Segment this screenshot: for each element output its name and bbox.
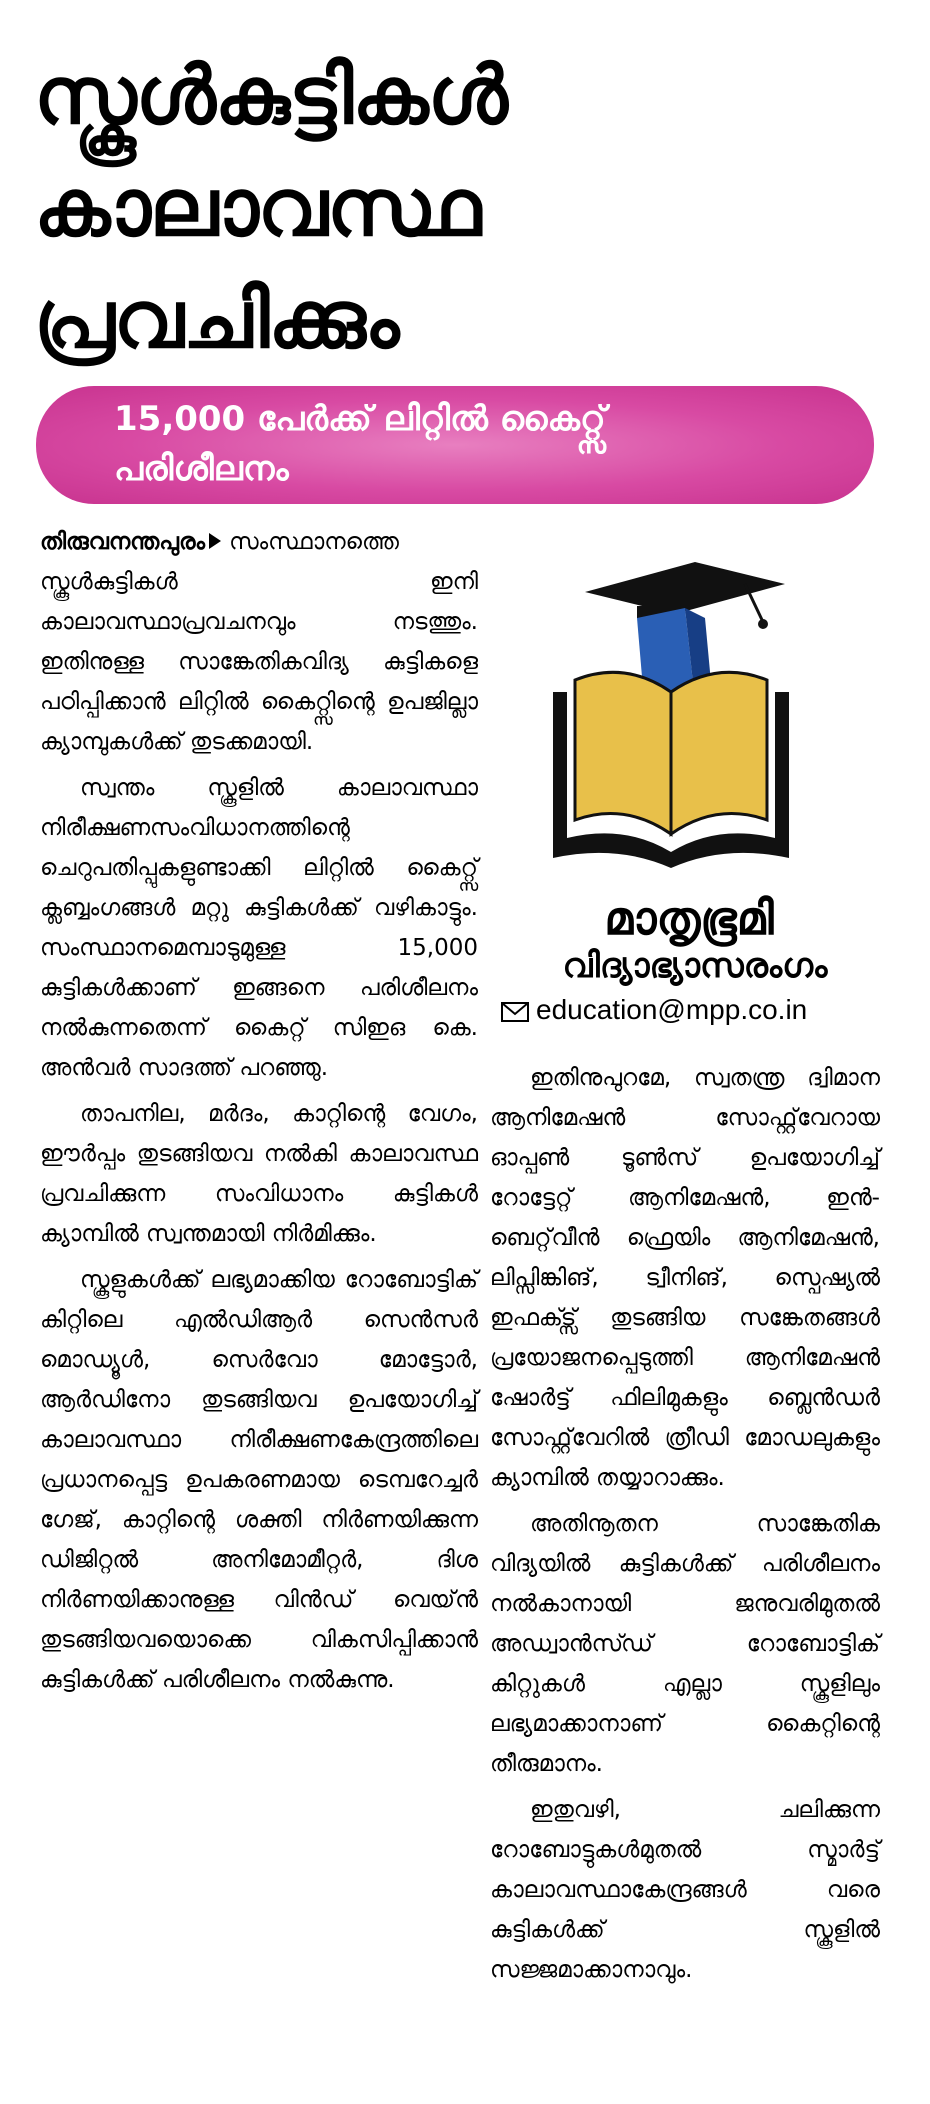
subheadline-line-2: പരിശീലനം xyxy=(114,449,289,489)
paragraph-5: ഇതിനുപുറമേ, സ്വതന്ത്ര ദ്വിമാന ആനിമേഷൻ സോഫ്റ്റ്‌വേറായ ഓപ്പൺ ടൂൺസ് ഉപയോഗിച്ച് റോട്ടേറ്റ് ആനിമേഷൻ, ഇൻ-ബെറ്റ്‌വീൻ ഫ്രെയിം ആനിമേഷൻ, ലിപ്സിങ്കിങ്, ട്വീനിങ്, സ്പെഷ്യൽ ഇഫക്ട്സ് തുടങ്ങിയ സങ്കേതങ്ങൾ പ്രയോജനപ്പെടുത്തി ആനിമേഷൻ ഷോർട്ട് ഫിലിമുകളും ബ്ലെൻഡർ സോഫ്റ്റ്‌വേറിൽ ത്രീഡി മോഡലുകളും ക്യാമ്പിൽ തയ്യാറാക്കും. xyxy=(490,1065,880,1491)
contact-email-row xyxy=(500,992,807,1028)
brand-name: മാതൃഭൂമി xyxy=(604,891,774,945)
paragraph-7: ഇതുവഴി, ചലിക്കുന്ന റോബോട്ടുകൾമുതൽ സ്മാർട്ട് കാലാവസ്ഥാകേന്ദ്രങ്ങൾ വരെ കുട്ടികൾക്ക് സ്കൂളിൽ സജ്ജമാക്കാനാവും. xyxy=(490,1797,880,1983)
dateline-arrow-icon xyxy=(209,533,221,549)
subheadline-strap xyxy=(36,386,874,504)
paragraph-1 xyxy=(40,522,478,762)
dateline: തിരുവനന്തപുരം xyxy=(40,529,206,555)
headline-line-3: പ്രവചിക്കും xyxy=(34,273,399,366)
paragraph-3: താപനില, മർദം, കാറ്റിന്റെ വേഗം, ഈർപ്പം തുടങ്ങിയവ നൽകി കാലാവസ്ഥ പ്രവചിക്കുന്ന സംവിധാനം കുട്ടികൾ ക്യാമ്പിൽ സ്വന്തമായി നിർമിക്കും. xyxy=(40,1101,478,1247)
paragraph-4: സ്കൂളുകൾക്ക് ലഭ്യമാക്കിയ റോബോട്ടിക് കിറ്റിലെ എൽഡിആർ സെൻസർ മൊഡ്യൂൾ, സെർവോ മോട്ടോർ, ആർഡിനോ തുടങ്ങിയവ ഉപയോഗിച്ച് കാലാവസ്ഥാ നിരീക്ഷണകേന്ദ്രത്തിലെ പ്രധാനപ്പെട്ട ഉപകരണമായ ടെമ്പറേച്ചർ ഗേജ്, കാറ്റിന്റെ ശക്തി നിർണയിക്കുന്ന ഡിജിറ്റൽ അനിമോമീറ്റർ, ദിശ നിർണയിക്കാനുള്ള വിൻഡ് വെയ്ൻ തുടങ്ങിയവയൊക്കെ വികസിപ്പിക്കാൻ കുട്ടികൾക്ക് പരിശീലനം നൽകുന്നു. xyxy=(40,1267,478,1693)
graduation-cap-book-icon xyxy=(545,562,845,882)
subheadline-line-1: 15,000 പേർക്ക് ലിറ്റിൽ കൈറ്റ്സ് xyxy=(114,399,606,439)
contact-email[interactable]: education@mpp.co.in xyxy=(536,994,808,1025)
article-column-right xyxy=(490,1058,880,1996)
envelope-icon xyxy=(500,1001,530,1023)
headline xyxy=(34,40,894,376)
paragraph-2: സ്വന്തം സ്കൂളിൽ കാലാവസ്ഥാ നിരീക്ഷണസംവിധാനത്തിന്റെ ചെറുപതിപ്പുകളുണ്ടാക്കി ലിറ്റിൽ കൈറ്റ്സ് ക്ലബ്ബംഗങ്ങൾ മറ്റു കുട്ടികൾക്ക് വഴികാട്ടും. സംസ്ഥാനമെമ്പാടുമുള്ള 15,000 കുട്ടികൾക്കാണ് ഇങ്ങനെ പരിശീലനം നൽകുന്നതെന്ന് കൈറ്റ് സിഇഒ കെ. അൻവർ സാദത്ത് പറഞ്ഞു. xyxy=(40,775,478,1081)
paragraph-6: അതിനൂതന സാങ്കേതിക വിദ്യയിൽ കുട്ടികൾക്ക് പരിശീലനം നൽകാനായി ജനുവരിമുതൽ അഡ്വാൻസ്ഡ് റോബോട്ടിക് കിറ്റുകൾ എല്ലാ സ്കൂളിലും ലഭ്യമാക്കാനാണ് കൈറ്റിന്റെ തീരുമാനം. xyxy=(490,1511,880,1777)
headline-line-2: കാലാവസ്ഥ xyxy=(34,161,481,254)
headline-line-1: സ്കൂൾകുട്ടികൾ xyxy=(34,49,507,142)
paragraph-1-text: സംസ്ഥാനത്തെ സ്കൂൾകുട്ടികൾ ഇനി കാലാവസ്ഥാപ്രവചനവും നടത്തും. ഇതിനുള്ള സാങ്കേതികവിദ്യ കുട്ടികളെ പഠിപ്പിക്കാൻ ലിറ്റിൽ കൈറ്റ്സിന്റെ ഉപജില്ലാ ക്യാമ്പുകൾക്ക് തുടക്കമായി. xyxy=(40,529,478,755)
section-logo xyxy=(525,562,865,1032)
section-name: വിദ്യാഭ്യാസരംഗം xyxy=(562,946,828,986)
article-column-left xyxy=(40,522,478,1706)
